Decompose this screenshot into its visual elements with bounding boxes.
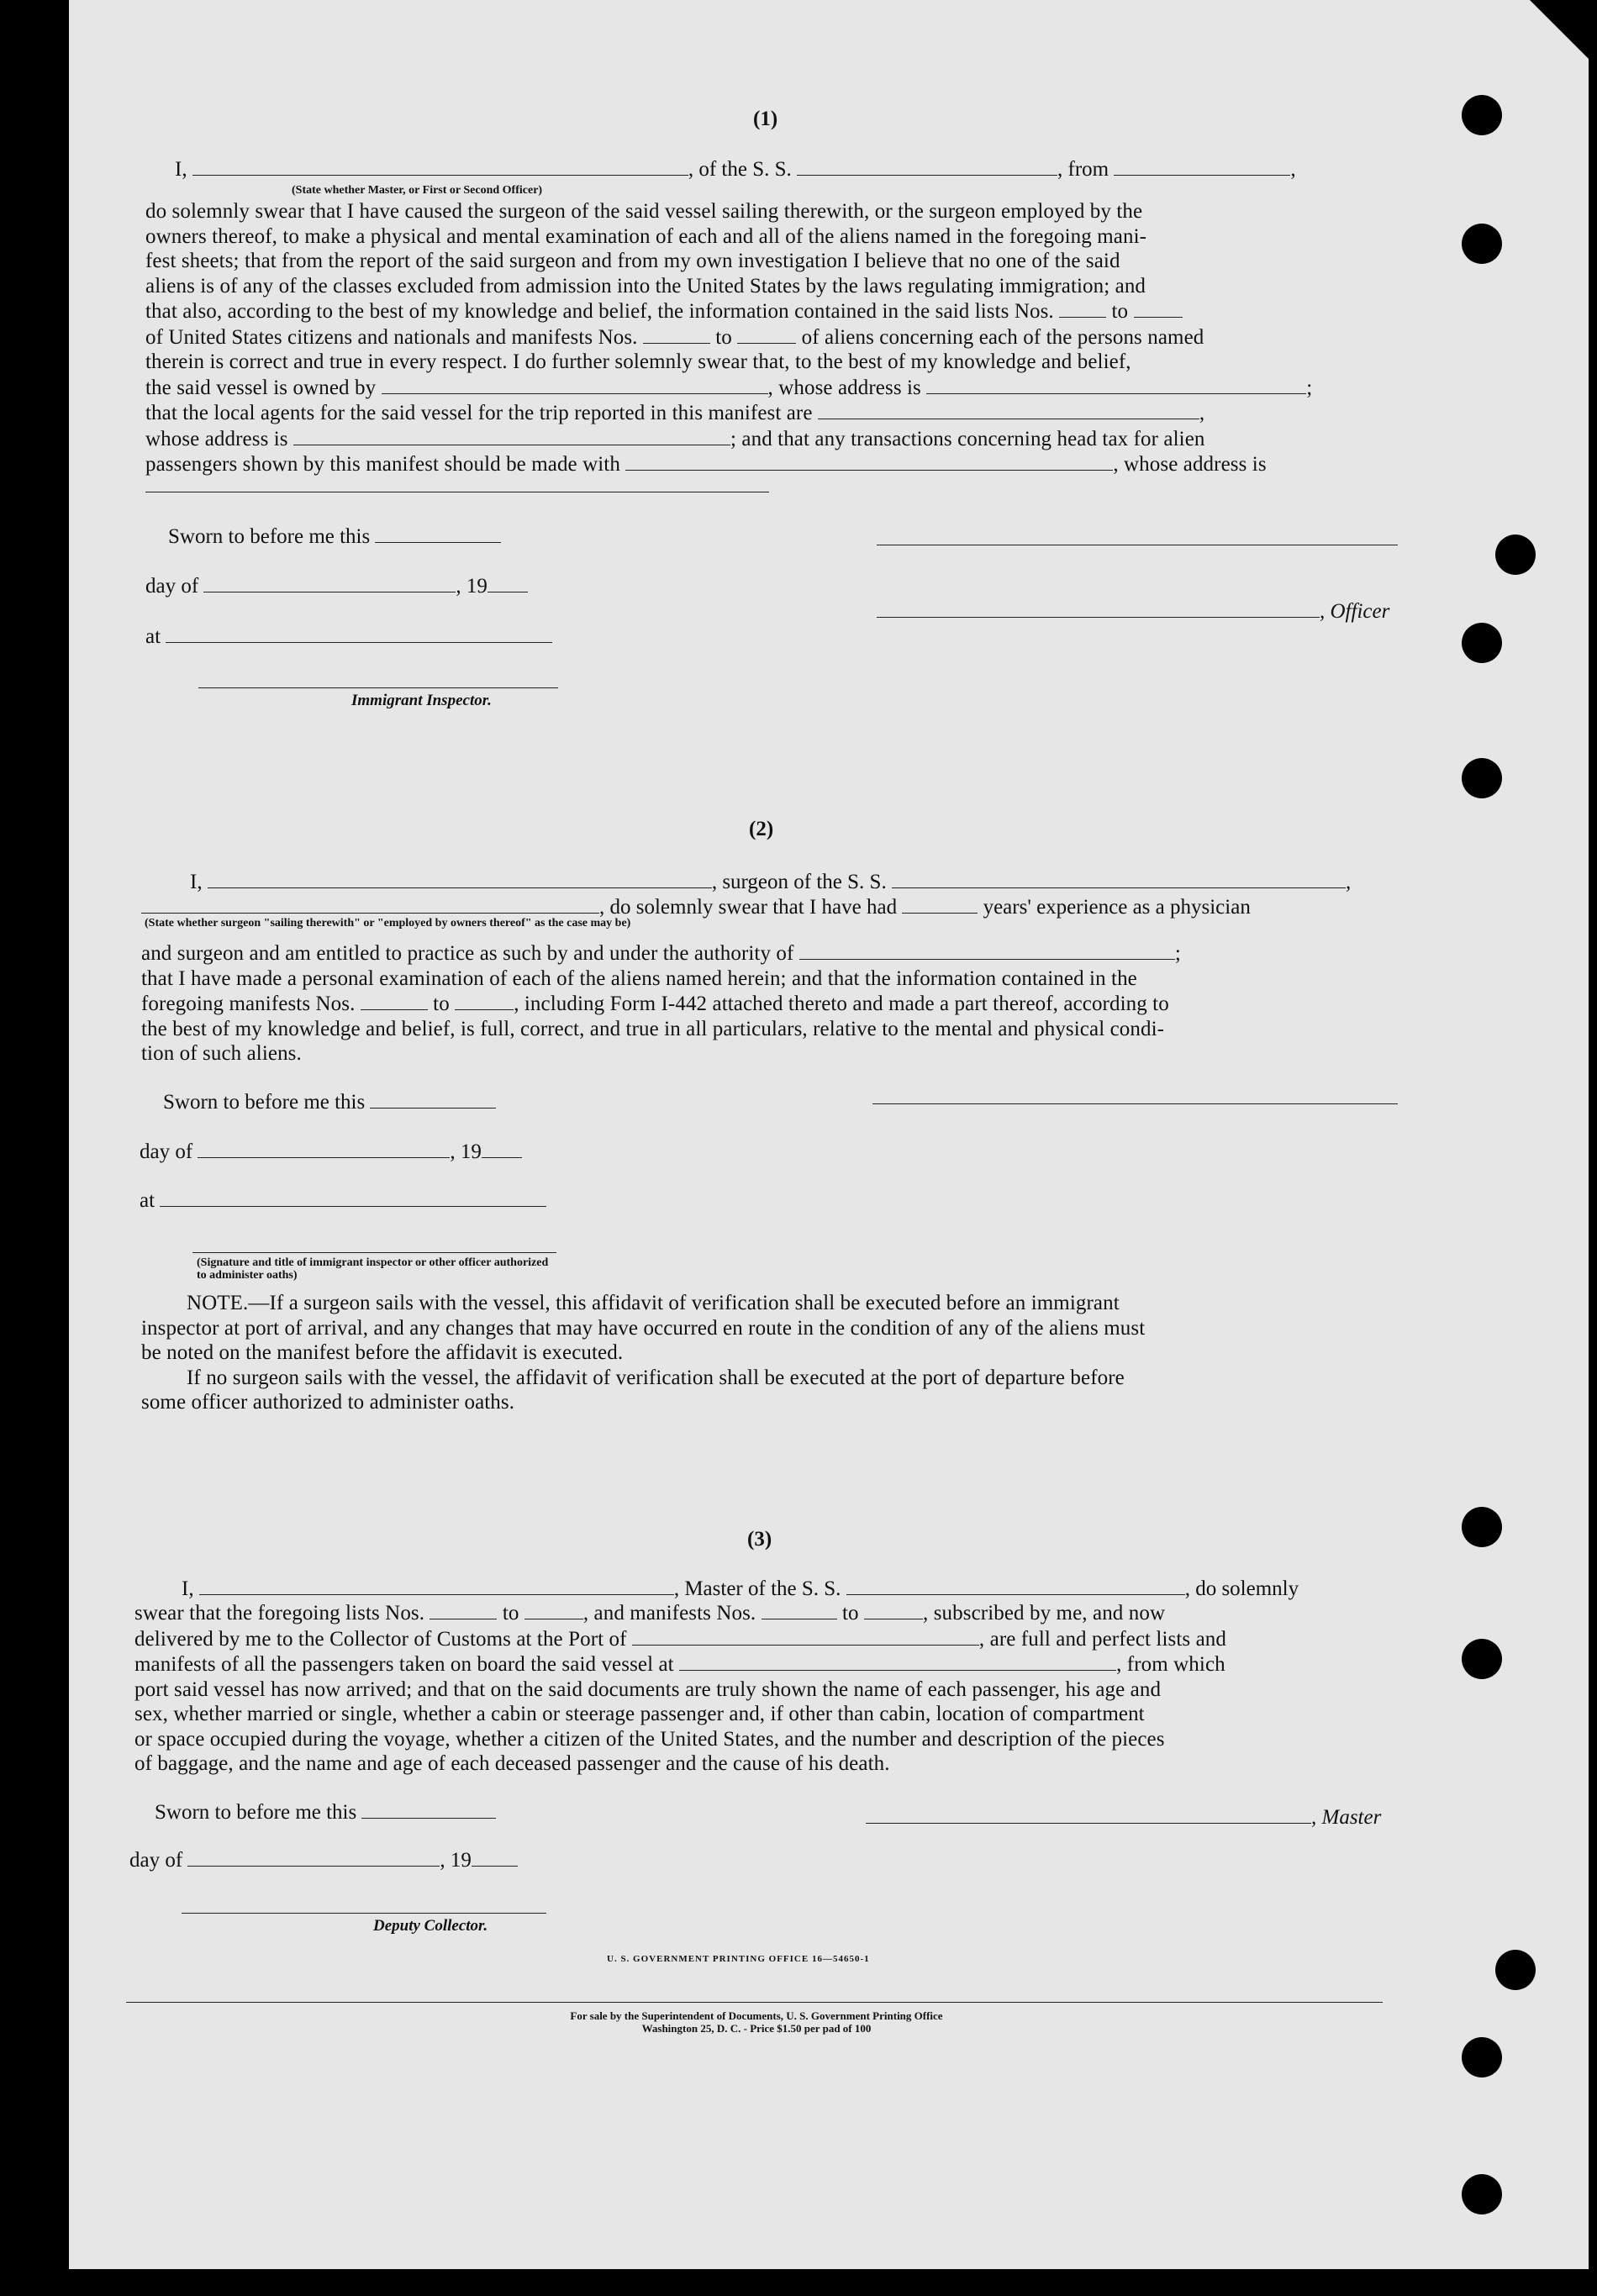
oath-line: owners thereof, to make a physical and mental examination of each and all of the aliens named in the foregoing mani- bbox=[145, 224, 1147, 248]
surgeon-vessel-field[interactable] bbox=[892, 869, 1346, 888]
head-tax-contact-field[interactable] bbox=[625, 451, 1113, 471]
binder-hole bbox=[1462, 1639, 1502, 1679]
oath-line: and surgeon and am entitled to practice as such by and under the authority of ; bbox=[141, 942, 1181, 965]
manifests-to-field-3[interactable] bbox=[864, 1600, 923, 1619]
binder-hole bbox=[1462, 623, 1502, 663]
at-line-2: at bbox=[140, 1187, 546, 1213]
oath-line: of United States citizens and nationals and manifests Nos. to of aliens concerning each of the persons named bbox=[145, 325, 1204, 349]
master-name-field[interactable] bbox=[199, 1576, 674, 1595]
master-signature-field[interactable] bbox=[866, 1804, 1311, 1824]
surgeon-name-field[interactable] bbox=[208, 869, 712, 888]
oath-line: tion of such aliens. bbox=[141, 1042, 302, 1065]
manifests-to-field[interactable] bbox=[737, 324, 796, 344]
day-of-line-3: day of , 19 bbox=[129, 1847, 518, 1872]
section-2-first-line: I, , surgeon of the S. S. , bbox=[190, 871, 1352, 893]
lists-from-field-3[interactable] bbox=[430, 1600, 497, 1619]
section-1-oath-body bbox=[145, 199, 1400, 477]
oath-line: delivered by me to the Collector of Customs at the Port of , are full and perfect lists and bbox=[134, 1627, 1226, 1651]
surgeon-signature-line[interactable] bbox=[872, 1103, 1398, 1104]
binder-hole bbox=[1462, 1507, 1502, 1547]
manifests-from-field[interactable] bbox=[643, 324, 710, 344]
owner-address-field[interactable] bbox=[926, 375, 1306, 394]
oath-line: whose address is ; and that any transactions concerning head tax for alien bbox=[145, 427, 1205, 450]
note-line: be noted on the manifest before the affidavit is executed. bbox=[141, 1341, 624, 1364]
officer-title-field[interactable] bbox=[877, 598, 1320, 618]
sworn-date-field-3[interactable] bbox=[361, 1799, 496, 1819]
oath-line: sex, whether married or single, whether a cabin or steerage passenger and, if other than cabin, location of compartment bbox=[134, 1703, 1145, 1725]
at-place-field[interactable] bbox=[166, 624, 552, 643]
years-experience-field[interactable] bbox=[902, 894, 978, 914]
authority-field[interactable] bbox=[799, 940, 1175, 960]
oath-line: or space occupied during the voyage, whether a citizen of the United States, and the number and description of the pieces bbox=[134, 1727, 1165, 1751]
sale-notice-line: Washington 25, D. C. - Price $1.50 per pad of 100 bbox=[641, 2022, 872, 2035]
day-of-line-1: day of , 19 bbox=[145, 573, 528, 598]
section-2-second-line: , do solemnly swear that I have had years' experience as a physician bbox=[141, 894, 1251, 919]
day-of-field-2[interactable] bbox=[198, 1139, 450, 1158]
oath-line: passengers shown by this manifest should be made with , whose address is bbox=[145, 453, 1267, 476]
officer-title-line: , Officer bbox=[877, 598, 1389, 624]
at-place-field-2[interactable] bbox=[160, 1187, 546, 1207]
oath-line: aliens is of any of the classes excluded from admission into the United States by the laws regulating immigration; and bbox=[145, 274, 1146, 298]
oath-line: swear that the foregoing lists Nos. to , and manifests Nos. to , subscribed by me, and now bbox=[134, 1602, 1166, 1625]
section-3-first-line: I, , Master of the S. S. , do solemnly bbox=[182, 1577, 1299, 1600]
verification-note bbox=[141, 1291, 1398, 1415]
footer-rule bbox=[126, 2002, 1383, 2003]
agents-address-field[interactable] bbox=[293, 426, 730, 445]
sworn-line-1: Sworn to before me this bbox=[168, 524, 501, 549]
lists-to-field-3[interactable] bbox=[524, 1600, 583, 1619]
owner-field[interactable] bbox=[382, 375, 768, 394]
master-vessel-field[interactable] bbox=[846, 1576, 1185, 1595]
oath-line: manifests of all the passengers taken on board the said vessel at , from which bbox=[134, 1653, 1225, 1676]
section-2-heading: (2) bbox=[749, 818, 774, 840]
binder-hole bbox=[1495, 1950, 1536, 1990]
oath-line: that I have made a personal examination of each of the aliens named herein; and that the information contained in the bbox=[141, 966, 1137, 990]
administering-officer-signature-line[interactable] bbox=[192, 1252, 556, 1253]
oath-line: fest sheets; that from the report of the said surgeon and from my own investigation I believe that no one of the said bbox=[145, 250, 1120, 272]
printing-office-imprint: U. S. GOVERNMENT PRINTING OFFICE 16—54650-1 bbox=[607, 1954, 870, 1964]
note-line: inspector at port of arrival, and any changes that may have occurred en route in the condition of any of the aliens must bbox=[141, 1316, 1146, 1340]
sworn-date-field[interactable] bbox=[375, 524, 501, 543]
officer-rank-note: (State whether Master, or First or Second Officer) bbox=[292, 184, 543, 197]
binder-hole bbox=[1462, 758, 1502, 798]
day-of-line-2: day of , 19 bbox=[140, 1139, 522, 1164]
section-2-oath-body bbox=[141, 940, 1396, 1066]
lists-from-field[interactable] bbox=[1059, 298, 1106, 318]
deputy-collector-signature-line[interactable] bbox=[182, 1913, 546, 1914]
officer-name-field[interactable] bbox=[192, 156, 688, 176]
oath-line: do solemnly swear that I have caused the surgeon of the said vessel sailing therewith, or the surgeon employed by the bbox=[145, 200, 1143, 223]
master-signature-line: , Master bbox=[866, 1804, 1381, 1830]
inspector-signature-line[interactable] bbox=[198, 687, 558, 688]
note-line: some officer authorized to administer oaths. bbox=[141, 1391, 515, 1414]
manifests-to-field-2[interactable] bbox=[455, 991, 514, 1010]
sale-notice-line: For sale by the Superintendent of Documents, U. S. Government Printing Office bbox=[570, 2009, 943, 2022]
surgeon-status-field[interactable] bbox=[141, 894, 599, 914]
sworn-date-field-2[interactable] bbox=[370, 1089, 496, 1109]
oath-line: that also, according to the best of my knowledge and belief, the information contained in the said lists Nos. to bbox=[145, 298, 1400, 324]
binder-hole bbox=[1462, 224, 1502, 264]
binder-hole bbox=[1462, 2174, 1502, 2214]
oath-line: that the local agents for the said vessel for the trip reported in this manifest are , bbox=[145, 402, 1205, 424]
at-line-1: at bbox=[145, 624, 552, 649]
note-line: If no surgeon sails with the vessel, the affidavit of verification shall be executed at the port of departure before bbox=[187, 1366, 1125, 1389]
sworn-line-3: Sworn to before me this bbox=[155, 1799, 496, 1825]
sworn-line-2: Sworn to before me this bbox=[163, 1089, 496, 1114]
from-label: , from bbox=[1057, 158, 1109, 181]
year-field-3[interactable] bbox=[472, 1847, 518, 1867]
oath-line: port said vessel has now arrived; and that on the said documents are truly shown the name of each passenger, his age and bbox=[134, 1677, 1162, 1701]
signature-title-note: (Signature and title of immigrant inspector or other officer authorized to administer oaths) bbox=[197, 1256, 549, 1282]
section-3-heading: (3) bbox=[747, 1528, 772, 1551]
oath-line: the best of my knowledge and belief, is full, correct, and true in all particulars, relative to the mental and physical condi- bbox=[141, 1017, 1165, 1040]
agents-field[interactable] bbox=[818, 400, 1199, 419]
binder-hole bbox=[1495, 535, 1536, 575]
deputy-collector-label: Deputy Collector. bbox=[373, 1917, 488, 1935]
section-3-oath-body bbox=[134, 1600, 1394, 1777]
oath-line: the said vessel is owned by , whose address is ; bbox=[145, 376, 1313, 399]
manifests-from-field-2[interactable] bbox=[361, 991, 428, 1010]
year-field[interactable] bbox=[488, 573, 528, 592]
oath-line: of baggage, and the name and age of each deceased passenger and the cause of his death. bbox=[134, 1752, 890, 1775]
section-1-heading: (1) bbox=[753, 108, 778, 130]
binder-hole bbox=[1462, 2037, 1502, 2077]
surgeon-status-note: (State whether surgeon "sailing therewith" or "employed by owners thereof" as the case may be) bbox=[145, 917, 631, 929]
day-of-field-3[interactable] bbox=[187, 1847, 440, 1867]
of-the-ss: , of the S. S. bbox=[688, 158, 792, 181]
vessel-name-field[interactable] bbox=[797, 156, 1057, 176]
oath-line: foregoing manifests Nos. to , including Form I-442 attached thereto and made a part thereof, according to bbox=[141, 993, 1169, 1015]
year-field-2[interactable] bbox=[482, 1139, 522, 1158]
embark-port-field[interactable] bbox=[679, 1651, 1116, 1671]
port-field[interactable] bbox=[632, 1626, 979, 1646]
note-line: NOTE.—If a surgeon sails with the vessel, this affidavit of verification shall be executed before an immigrant bbox=[187, 1292, 1120, 1314]
oath-line: therein is correct and true in every respect. I do further solemnly swear that, to the best of my knowledge and belief, bbox=[145, 350, 1131, 373]
section-1-i: I, bbox=[175, 158, 187, 181]
immigrant-inspector-label: Immigrant Inspector. bbox=[351, 692, 492, 709]
day-of-field[interactable] bbox=[203, 573, 456, 592]
from-port-field[interactable] bbox=[1114, 156, 1290, 176]
lists-to-field[interactable] bbox=[1134, 298, 1183, 318]
sale-notice bbox=[420, 2009, 1093, 2035]
manifests-from-field-3[interactable] bbox=[762, 1600, 837, 1619]
section-1-first-line: I, , of the S. S. , from , bbox=[175, 158, 1296, 181]
binder-hole bbox=[1462, 95, 1502, 135]
